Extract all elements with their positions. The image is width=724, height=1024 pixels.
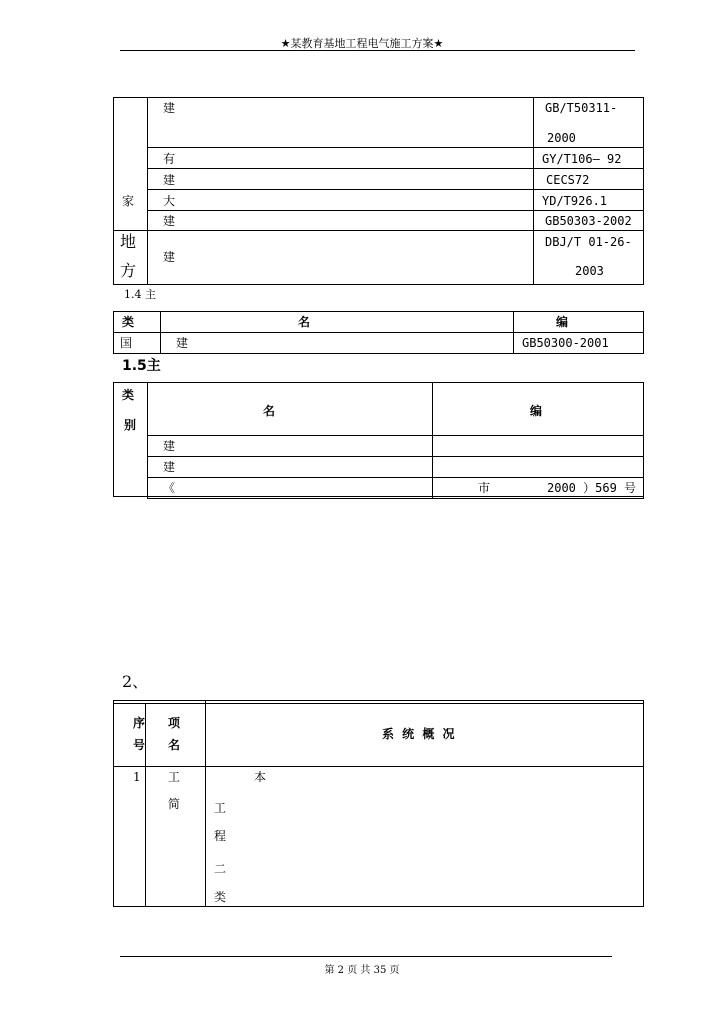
header-item-top: 项 — [168, 716, 181, 730]
page-header-title: ★某教育基地工程电气施工方案★ — [280, 37, 444, 50]
header-category-top: 类 — [122, 388, 135, 402]
overview-line: 类 — [214, 890, 227, 904]
table-row-name: 建 — [163, 460, 176, 474]
table-row-name: 建 — [163, 173, 176, 187]
local-side-label-bottom: 方 — [120, 261, 137, 280]
table-row-no: 1 — [133, 770, 141, 784]
national-side-label: 家 — [122, 194, 135, 208]
table-row-code: CECS72 — [546, 173, 590, 187]
section-2-title: 2、 — [122, 672, 149, 691]
table-row-code-city: 市 — [478, 481, 491, 495]
local-row-code: DBJ/T 01-26- — [545, 235, 632, 249]
table-row-name: 建 — [163, 439, 176, 453]
table-row-code: YD/T926.1 — [542, 194, 608, 208]
page-number: 第 2 页 共 35 页 — [324, 965, 400, 976]
overview-line: 二 — [214, 862, 227, 876]
header-name: 名 — [263, 404, 276, 418]
header-overview: 系 统 概 况 — [382, 727, 457, 741]
table-row-code-cont: 2000 — [547, 131, 576, 145]
header-code: 编 — [530, 404, 543, 418]
section-1-4-title: 1.4 主 — [124, 288, 156, 301]
table-row-code: GB50303-2002 — [545, 214, 632, 228]
table-row-name: 《 — [163, 481, 176, 495]
table-row-item-bottom: 简 — [168, 797, 181, 811]
section-1-5-title: 1.5主 — [122, 358, 161, 374]
overview-line: 本 — [254, 770, 267, 784]
header-name: 名 — [298, 315, 311, 329]
table-row-code: GB50300-2001 — [522, 336, 609, 350]
table-row-code: GY/T106— 92 — [542, 152, 622, 166]
header-category-bottom: 别 — [124, 418, 137, 432]
table-row-name: 大 — [163, 194, 176, 208]
table-row-category: 国 — [120, 336, 133, 350]
header-item-bottom: 名 — [168, 738, 181, 752]
table-row-name: 建 — [176, 336, 189, 350]
table-row-name: 建 — [163, 101, 176, 115]
header-rule — [120, 50, 635, 51]
overview-line: 程 — [214, 829, 227, 843]
header-category: 类 — [122, 315, 135, 329]
local-row-name: 建 — [163, 250, 176, 264]
footer-rule — [120, 956, 612, 957]
header-code: 编 — [556, 315, 569, 329]
header-no-top: 序 — [133, 716, 146, 730]
table-row-name: 有 — [163, 152, 176, 166]
table-row-code-doc: 2000 ）569 号 — [547, 481, 637, 495]
table-row-item-top: 工 — [168, 770, 181, 784]
header-no-bottom: 号 — [133, 738, 146, 752]
local-row-code-cont: 2003 — [575, 264, 604, 278]
local-side-label-top: 地 — [120, 232, 137, 251]
overview-line: 工 — [214, 801, 227, 815]
table-row-code: GB/T50311- — [545, 101, 618, 115]
table-row-name: 建 — [163, 214, 176, 228]
